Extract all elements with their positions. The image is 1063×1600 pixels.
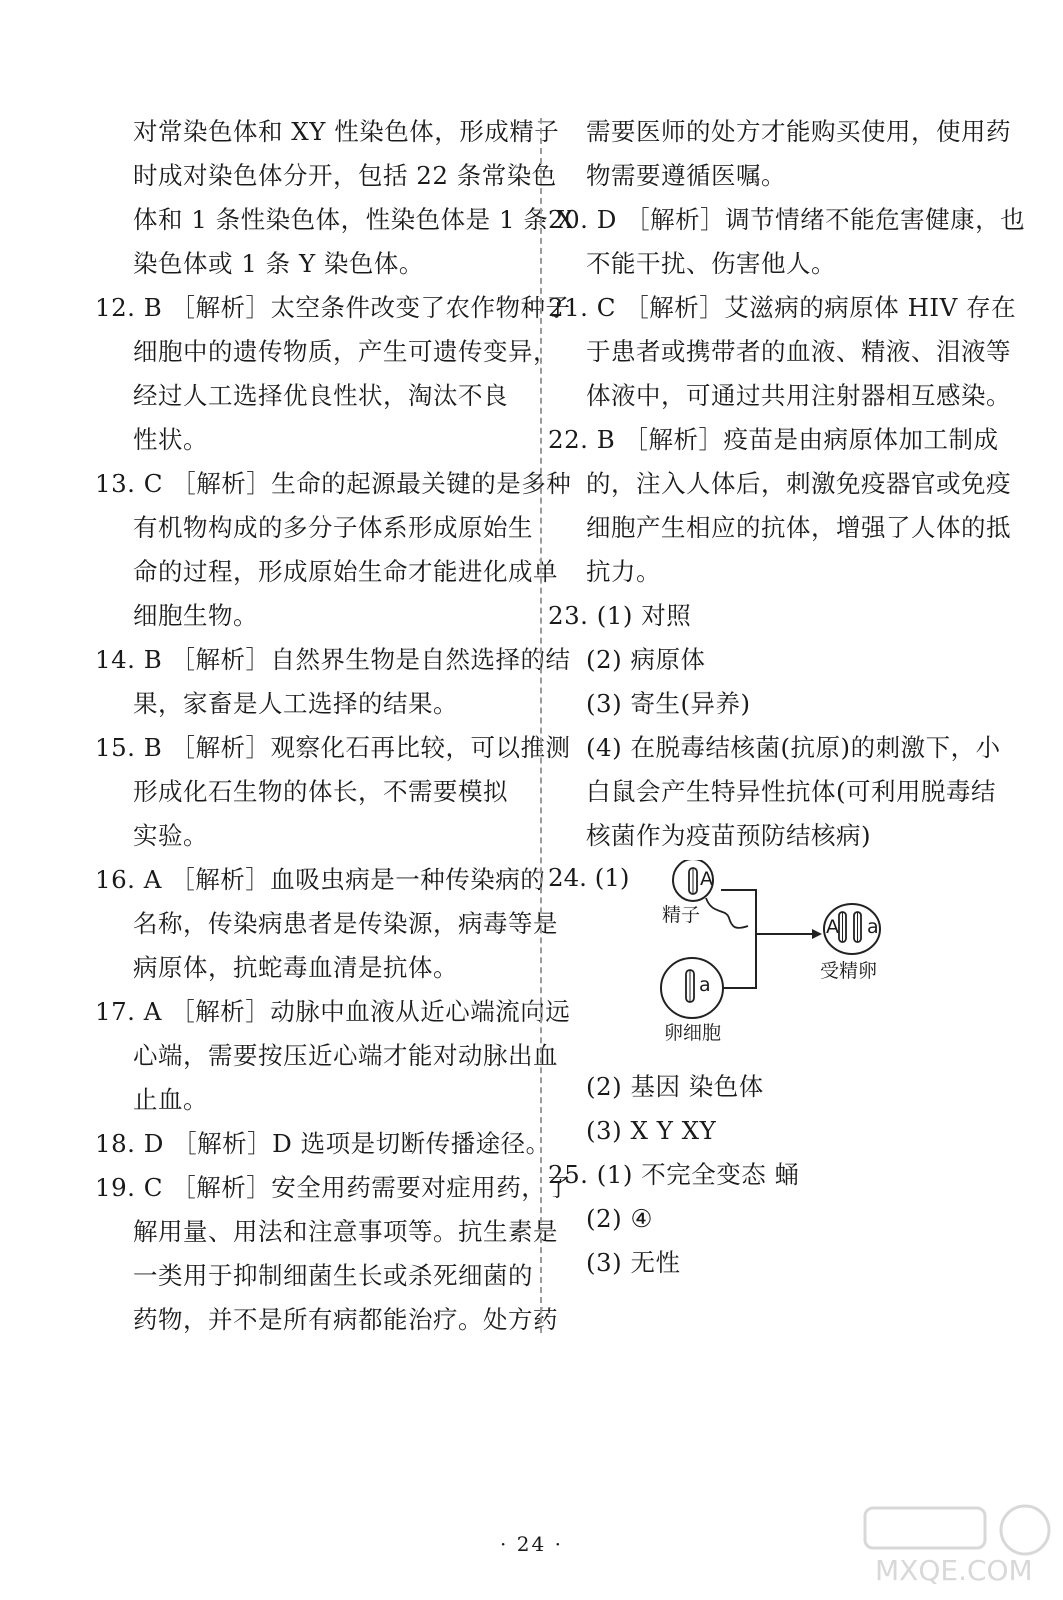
sperm-allele-label: A <box>700 868 713 890</box>
left-column-line: 13. C ［解析］生命的起源最关键的是多种 <box>95 469 572 498</box>
left-column <box>95 110 575 1342</box>
right-column-line: 23. (1) 对照 <box>548 601 692 630</box>
left-column-line: 果，家畜是人工选择的结果。 <box>133 689 458 718</box>
right-column-line: 25. (1) 不完全变态 蛹 <box>548 1160 800 1189</box>
left-column-line: 对常染色体和 XY 性染色体，形成精子 <box>133 117 560 146</box>
left-column-line: 经过人工选择优良性状，淘汰不良 <box>133 381 508 410</box>
left-column-line: 体和 1 条性染色体，性染色体是 1 条 X <box>133 205 575 234</box>
right-column-line: 的，注入人体后，刺激免疫器官或免疫 <box>586 469 1011 498</box>
left-column-line: 有机物构成的多分子体系形成原始生 <box>133 513 533 542</box>
right-column-top <box>548 110 1026 858</box>
zygote-allele-left: A <box>826 916 839 938</box>
right-column-bottom <box>548 1065 988 1285</box>
left-column-line: 药物，并不是所有病都能治疗。处方药 <box>133 1305 558 1334</box>
fertilization-diagram <box>548 860 988 1065</box>
left-column-line: 15. B ［解析］观察化石再比较，可以推测 <box>95 733 571 762</box>
right-column-line: 物需要遵循医嘱。 <box>586 161 786 190</box>
right-column-line: (3) 无性 <box>586 1248 681 1277</box>
question-24-number: 24. (1) <box>548 863 630 892</box>
zygote-allele-right: a <box>867 916 879 938</box>
page-number: · 24 · <box>500 1532 563 1556</box>
left-column-line: 病原体，抗蛇毒血清是抗体。 <box>133 953 458 982</box>
left-column-line: 16. A ［解析］血吸虫病是一种传染病的 <box>95 865 546 894</box>
fertilization-diagram-svg <box>586 860 986 1065</box>
svg-text:MXQE.COM: MXQE.COM <box>875 1554 1033 1587</box>
right-column-line: 21. C ［解析］艾滋病的病原体 HIV 存在 <box>548 293 1017 322</box>
right-column-line: 体液中，可通过共用注射器相互感染。 <box>586 381 1011 410</box>
left-column-line: 18. D ［解析］D 选项是切断传播途径。 <box>95 1129 551 1158</box>
right-column-line: 细胞产生相应的抗体，增强了人体的抵 <box>586 513 1011 542</box>
left-column-line: 解用量、用法和注意事项等。抗生素是 <box>133 1217 558 1246</box>
right-column-line: (3) X Y XY <box>586 1116 717 1145</box>
left-column-line: 染色体或 1 条 Y 染色体。 <box>133 249 424 278</box>
left-column-line: 14. B ［解析］自然界生物是自然选择的结 <box>95 645 571 674</box>
left-column-line: 17. A ［解析］动脉中血液从近心端流向远 <box>95 997 571 1026</box>
zygote-label: 受精卵 <box>820 960 878 982</box>
right-column-line: 不能干扰、伤害他人。 <box>586 249 836 278</box>
left-column-line: 时成对染色体分开，包括 22 条常染色 <box>133 161 557 190</box>
egg-label: 卵细胞 <box>664 1022 722 1044</box>
right-column-line: 22. B ［解析］疫苗是由病原体加工制成 <box>548 425 999 454</box>
left-column-line: 19. C ［解析］安全用药需要对症用药，了 <box>95 1173 572 1202</box>
right-column-line: (4) 在脱毒结核菌(抗原)的刺激下，小 <box>586 733 1001 762</box>
left-column-line: 止血。 <box>133 1085 208 1114</box>
left-column-line: 心端，需要按压近心端才能对动脉出血 <box>133 1041 558 1070</box>
left-column-line: 形成化石生物的体长，不需要模拟 <box>133 777 508 806</box>
right-column <box>548 110 1026 1285</box>
left-column-line: 12. B ［解析］太空条件改变了农作物种子 <box>95 293 571 322</box>
connector-lines <box>721 890 822 988</box>
right-column-line: 于患者或携带者的血液、精液、泪液等 <box>586 337 1011 366</box>
watermark-logo <box>845 1480 1055 1590</box>
left-column-line: 性状。 <box>133 425 208 454</box>
right-column-line: (2) 病原体 <box>586 645 706 674</box>
right-column-line: (2) 基因 染色体 <box>586 1072 764 1101</box>
left-column-line: 名称，传染病患者是传染源，病毒等是 <box>133 909 558 938</box>
right-column-line: (2) ④ <box>586 1204 653 1233</box>
left-column-line: 细胞生物。 <box>133 601 258 630</box>
left-column-line: 命的过程，形成原始生命才能进化成单 <box>133 557 558 586</box>
column-divider <box>540 118 542 1333</box>
egg-allele-label: a <box>699 974 711 996</box>
left-column-line: 一类用于抑制细菌生长或杀死细菌的 <box>133 1261 533 1290</box>
right-column-line: (3) 寄生(异养) <box>586 689 751 718</box>
left-column-line: 细胞中的遗传物质，产生可遗传变异， <box>133 337 558 366</box>
right-column-line: 白鼠会产生特异性抗体(可利用脱毒结 <box>586 777 997 806</box>
left-column-line: 实验。 <box>133 821 208 850</box>
right-column-line: 抗力。 <box>586 557 661 586</box>
egg-cell <box>661 958 723 1018</box>
sperm-label: 精子 <box>662 904 701 926</box>
right-column-line: 核菌作为疫苗预防结核病) <box>586 821 872 850</box>
right-column-line: 需要医师的处方才能购买使用，使用药 <box>586 117 1011 146</box>
right-column-line: 20. D ［解析］调节情绪不能危害健康，也 <box>548 205 1026 234</box>
